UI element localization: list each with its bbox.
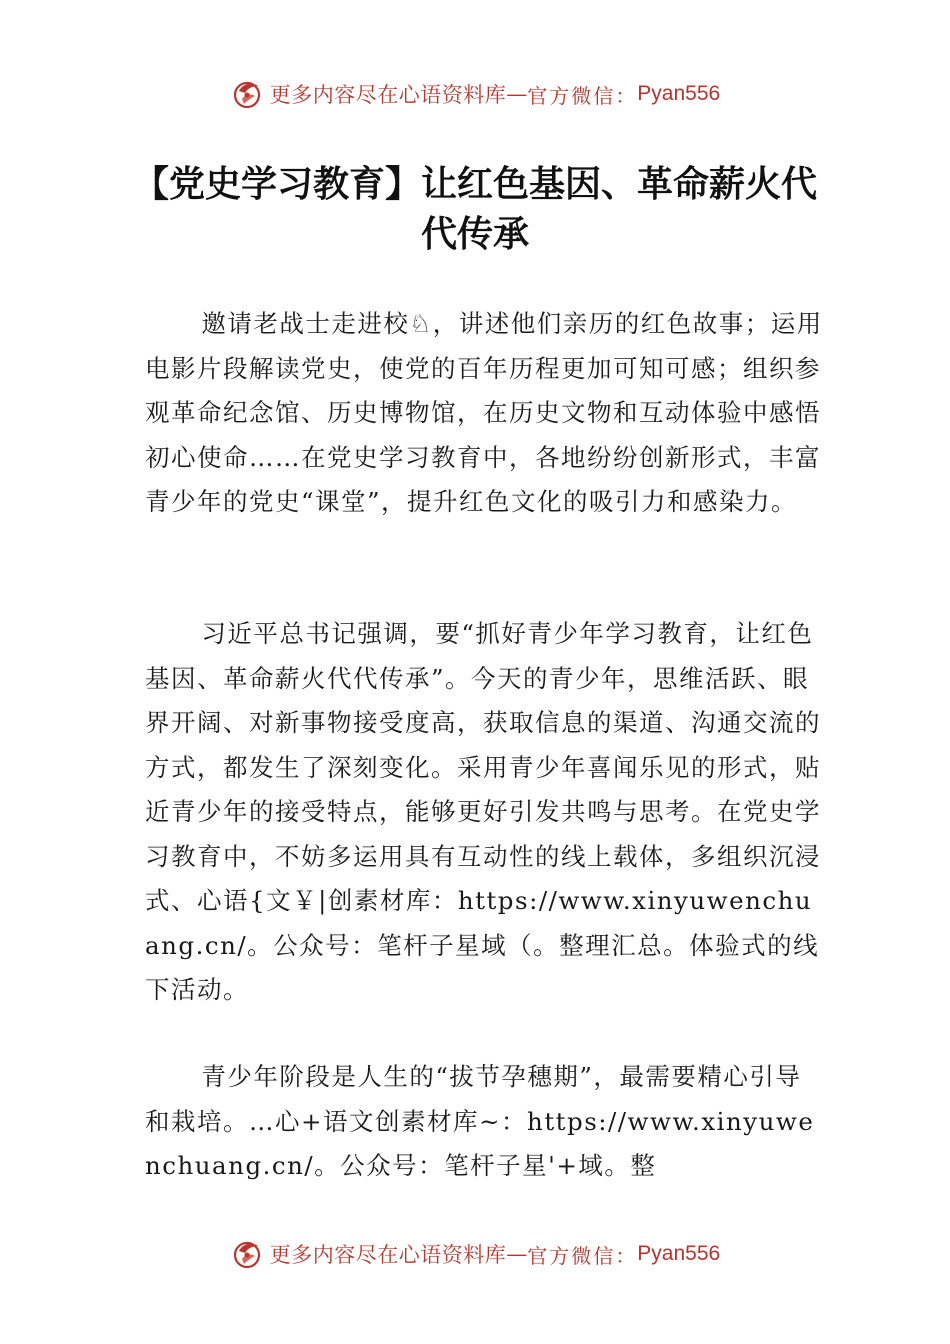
banner-wechat-id: Pyan556 [637, 1242, 721, 1265]
paragraph-1: 邀请老战士走进校♘，讲述他们亲历的红色故事；运用电影片段解读党史，使党的百年历程更加可知可感；组织参观革命纪念馆、历史博物馆，在历史文物和互动体验中感悟初心使命……在党史学习教育中，各地纷纷创新形式，丰富青少年的党史“课堂”，提升红色文化的吸引力和感染力。 [145, 309, 823, 516]
banner-separator: — [506, 1242, 528, 1266]
banner-official-label: 官方微信： [527, 1243, 638, 1268]
document-title: 【党史学习教育】让红色基因、革命薪火代代传承 [132, 164, 817, 255]
banner-wechat-id: Pyan556 [637, 82, 721, 105]
header-banner [0, 72, 950, 116]
banner-separator: — [506, 82, 528, 106]
banner-text: 更多内容尽在心语资料库 [269, 83, 507, 107]
paragraph-2: 习近平总书记强调，要“抓好青少年学习教育，让红色基因、革命薪火代代传承”。今天的青少年，思维活跃、眼界开阔、对新事物接受度高，获取信息的渠道、沟通交流的方式，都发生了深刻变化。采用青少年喜闻乐见的形式，贴近青少年的接受特点，能够更好引发共鸣与思考。在党史学习教育中，不妨多运用具有互动性的线上载体，多组织沉浸式、心语{文￥|创素材库：https://www.xinyuwenchuang.cn/。公众号：笔杆子星域（。整理汇总。体验式的线下活动。 [145, 619, 821, 1004]
banner-official-label: 官方微信： [527, 83, 638, 108]
logo-icon [230, 1237, 264, 1271]
logo-icon [230, 77, 264, 111]
paragraph-3: 青少年阶段是人生的“拔节孕穗期”，最需要精心引导和栽培。…心+语文创素材库~：https://www.xinyuwenchuang.cn/。公众号：笔杆子星'+域。整 [145, 1062, 815, 1180]
banner-text: 更多内容尽在心语资料库 [269, 1243, 507, 1267]
footer-banner [0, 1232, 950, 1276]
